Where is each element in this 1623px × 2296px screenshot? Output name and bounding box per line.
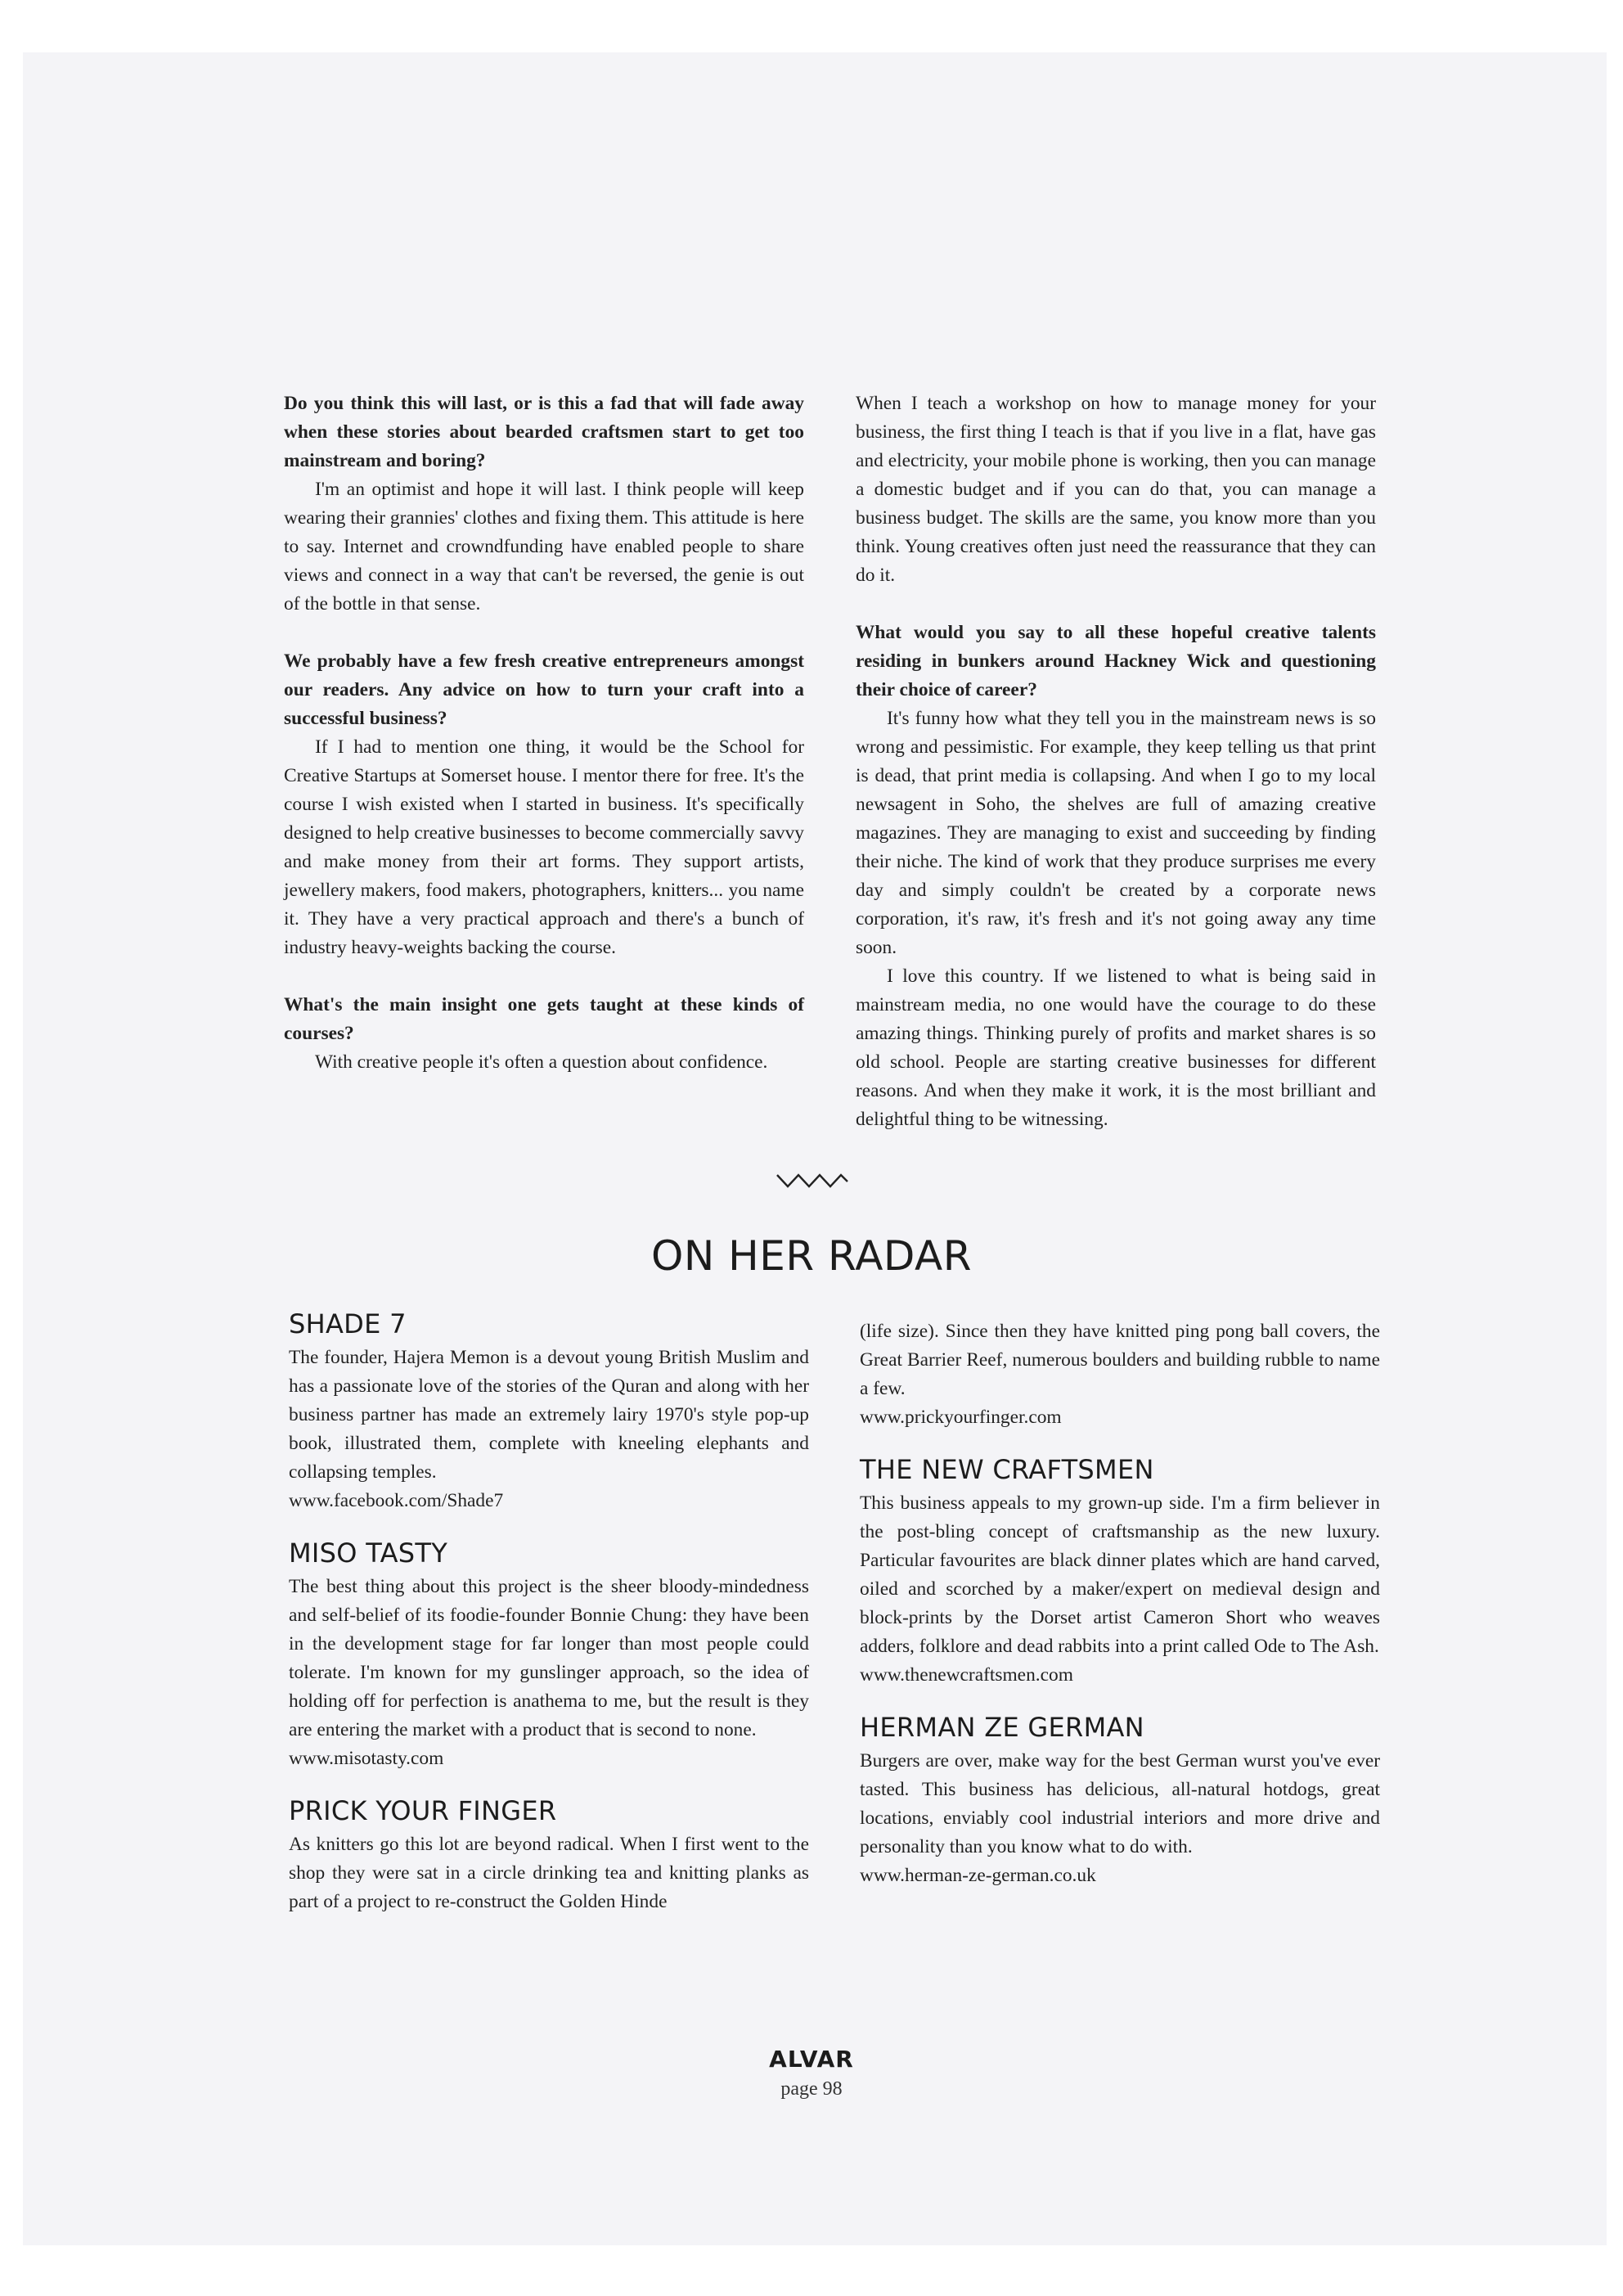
entry-text: The founder, Hajera Memon is a devout young British Muslim and has a passionate love of the stories of the Quran and along with her business partner has made an extremely lairy 1970's style pop-up book, illustrated them, complete with kneeling elephants and collapsing temples.: [289, 1347, 809, 1483]
entry-heading: THE NEW CRAFTSMEN: [860, 1454, 1154, 1485]
radar-entry: [860, 1453, 1380, 1690]
magazine-brand: ALVAR: [769, 2046, 854, 2073]
entry-text: The best thing about this project is the sheer bloody-mindedness and self-belief of its foodie-founder Bonnie Chung: they have been in the development stage for far longer than most people could tolerate. I'm known for my gunslinger approach, so the idea of holding off for perfection is anathema to me, but the result is they are entering the market with a product that is second to none.: [289, 1576, 809, 1740]
entry-heading: PRICK YOUR FINGER: [289, 1795, 557, 1826]
interview-question: We probably have a few fresh creative entrepreneurs amongst our readers. Any advice on how to turn your craft into a successful business?: [284, 651, 804, 729]
page-number: page 98: [780, 2078, 843, 2100]
interview-question: What's the main insight one gets taught at these kinds of courses?: [284, 994, 804, 1044]
entry-link[interactable]: www.thenewcraftsmen.com: [860, 1664, 1073, 1686]
entry-link[interactable]: www.herman-ze-german.co.uk: [860, 1865, 1096, 1886]
radar-entry: [289, 1537, 809, 1773]
interview-answer: With creative people it's often a question about confidence.: [315, 1051, 768, 1073]
interview-answer: It's funny how what they tell you in the mainstream news is so wrong and pessimistic. For example, they keep telling us that print is dead, that print media is collapsing. And when I go to my local newsagent in Soho, the shelves are full of amazing creative magazines. They are managing to exist and succeeding by finding their niche. The kind of work that they produce surprises me every day and simply couldn't be created by a corporate news corporation, it's raw, it's fresh and it's not going away any time soon.: [856, 708, 1376, 958]
interview-answer: When I teach a workshop on how to manage money for your business, the first thing I teach is that if you live in a flat, have gas and electricity, your mobile phone is working, then you can manage a domestic budget and if you can do that, you can manage a business budget. The skills are the same, you know more than you think. Young creatives often just need the reassurance that they can do it.: [856, 393, 1376, 586]
entry-text: (life size). Since then they have knitted ping pong ball covers, the Great Barrier Reef, numerous boulders and building rubble to name a few.: [860, 1321, 1380, 1399]
entry-heading: HERMAN ZE GERMAN: [860, 1712, 1144, 1743]
interview-left-column: [284, 389, 804, 1105]
qa-block: [284, 389, 804, 619]
entry-heading: SHADE 7: [289, 1308, 407, 1339]
entry-heading: MISO TASTY: [289, 1537, 448, 1569]
interview-answer: If I had to mention one thing, it would be the School for Creative Startups at Somerset house. I mentor there for free. It's the course I wish existed when I started in business. It's specifically designed to help creative businesses to become commercially savvy and make money from their art forms. They support artists, jewellery makers, food makers, photographers, knitters... you name it. They have a very practical approach and there's a bunch of industry heavy-weights backing the course.: [284, 736, 804, 958]
radar-entry: [289, 1794, 809, 1916]
entry-text: Burgers are over, make way for the best German wurst you've ever tasted. This business has delicious, all-natural hotdogs, great locations, enviably cool industrial interiors and more drive and personality than you know what to do with.: [860, 1750, 1380, 1857]
entry-text: As knitters go this lot are beyond radical. When I first went to the shop they were sat in a circle drinking tea and knitting planks as part of a project to re-construct the Golden Hinde: [289, 1834, 809, 1912]
entry-text: This business appeals to my grown-up side. I'm a firm believer in the post-bling concept of craftsmanship as the new luxury. Particular favourites are black dinner plates which are hand carved, oiled and scorched by a maker/expert on medieval design and block-prints by the Dorset artist Cameron Short who weaves adders, folklore and dead rabbits into a print called Ode to The Ash.: [860, 1492, 1380, 1657]
qa-block: [856, 619, 1376, 1134]
interview-answer: I'm an optimist and hope it will last. I think people will keep wearing their grannies' clothes and fixing them. This attitude is here to say. Internet and crowndfunding have enabled people to share views and connect in a way that can't be reversed, the genie is out of the bottle in that sense.: [284, 479, 804, 615]
section-title: ON HER RADAR: [651, 1232, 972, 1280]
interview-answer: I love this country. If we listened to what is being said in mainstream media, no one would have the courage to do these amazing things. Thinking purely of profits and market shares is so old school. People are starting creative businesses for different reasons. And when they make it work, it is the most brilliant and delightful thing to be witnessing.: [856, 966, 1376, 1130]
qa-block: [856, 389, 1376, 590]
radar-right-column: [860, 1317, 1380, 1911]
zigzag-divider-icon: [776, 1168, 849, 1193]
entry-link[interactable]: www.misotasty.com: [289, 1748, 444, 1769]
radar-entry: [289, 1308, 809, 1515]
radar-entry-continued: [860, 1317, 1380, 1432]
radar-left-column: [289, 1308, 809, 1938]
interview-question: Do you think this will last, or is this a fad that will fade away when these stories about bearded craftsmen start to get too mainstream and boring?: [284, 393, 804, 471]
entry-link[interactable]: www.facebook.com/Shade7: [289, 1490, 504, 1511]
interview-right-column: [856, 389, 1376, 1163]
entry-link[interactable]: www.prickyourfinger.com: [860, 1407, 1062, 1428]
interview-question: What would you say to all these hopeful creative talents residing in bunkers around Hackney Wick and questioning their choice of career?: [856, 622, 1376, 700]
radar-entry: [860, 1711, 1380, 1890]
qa-block: [284, 991, 804, 1077]
qa-block: [284, 647, 804, 962]
